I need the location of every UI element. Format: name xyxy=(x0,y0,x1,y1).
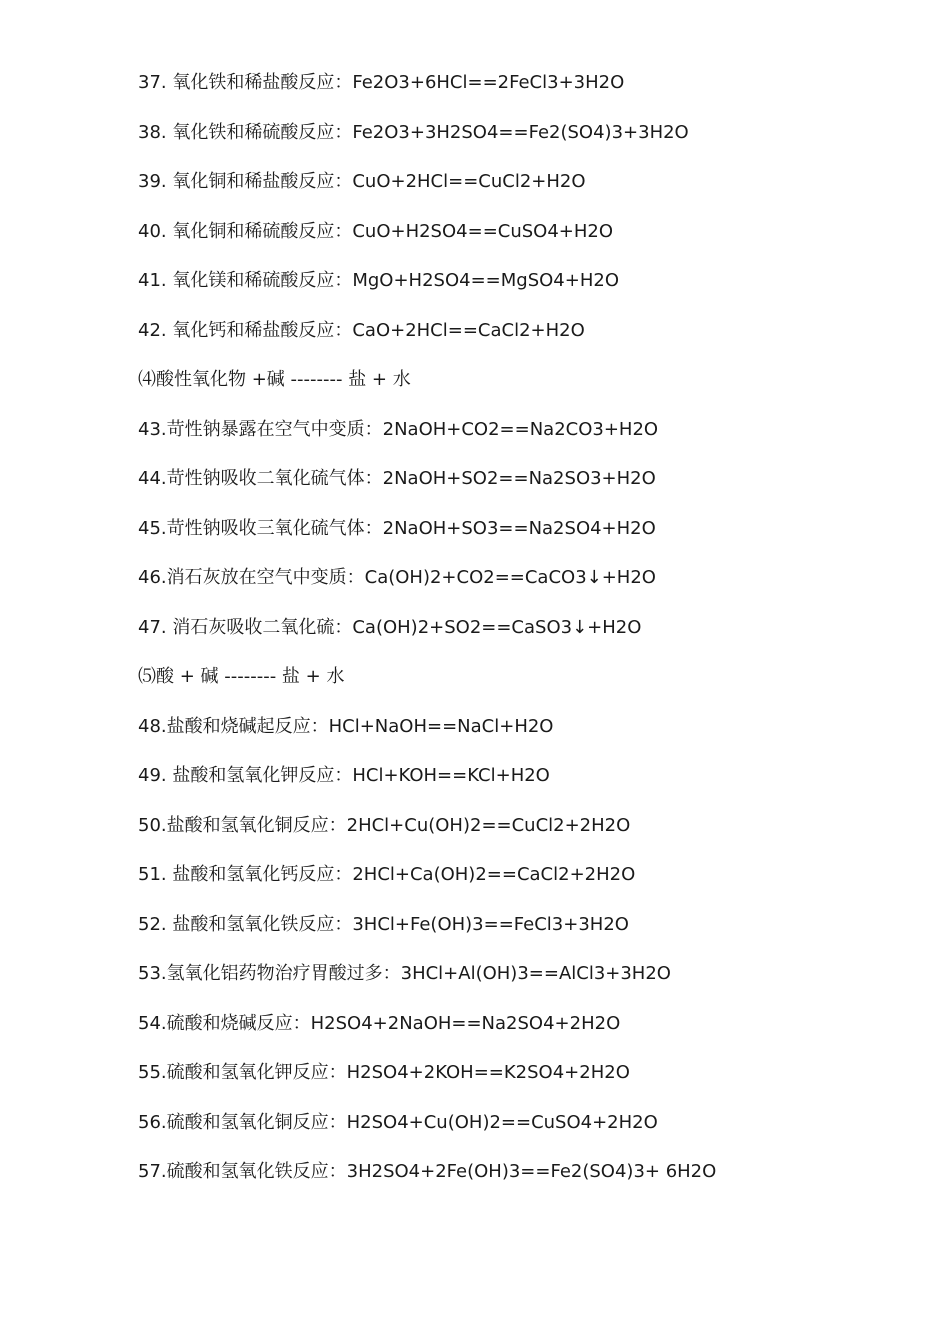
equation-line: 47. 消石灰吸收二氧化硫：Ca(OH)2+SO2==CaSO3↓+H2O xyxy=(138,616,642,638)
equation-line: 45.苛性钠吸收三氧化硫气体：2NaOH+SO3==Na2SO4+H2O xyxy=(138,517,656,539)
section-heading: ⑸酸 + 碱 -------- 盐 + 水 xyxy=(138,666,345,687)
equation-line: 48.盐酸和烧碱起反应：HCl+NaOH==NaCl+H2O xyxy=(138,715,554,737)
equation-line: 37. 氧化铁和稀盐酸反应：Fe2O3+6HCl==2FeCl3+3H2O xyxy=(138,72,625,93)
equation-line: 43.苛性钠暴露在空气中变质：2NaOH+CO2==Na2CO3+H2O xyxy=(138,418,659,440)
equation-line: 57.硫酸和氢氧化铁反应：3H2SO4+2Fe(OH)3==Fe2(SO4)3+ 6H2O xyxy=(138,1161,717,1182)
equation-line: 52. 盐酸和氢氧化铁反应：3HCl+Fe(OH)3==FeCl3+3H2O xyxy=(138,913,629,935)
equation-line: 38. 氧化铁和稀硫酸反应：Fe2O3+3H2SO4==Fe2(SO4)3+3H2O xyxy=(138,121,689,143)
equation-line: 51. 盐酸和氢氧化钙反应：2HCl+Ca(OH)2==CaCl2+2H2O xyxy=(138,864,636,885)
equation-line: 53.氢氧化铝药物治疗胃酸过多：3HCl+Al(OH)3==AlCl3+3H2O xyxy=(138,963,671,984)
equation-line: 41. 氧化镁和稀硫酸反应：MgO+H2SO4==MgSO4+H2O xyxy=(138,270,619,291)
equation-line: 42. 氧化钙和稀盐酸反应：CaO+2HCl==CaCl2+H2O xyxy=(138,319,585,341)
equation-line: 54.硫酸和烧碱反应：H2SO4+2NaOH==Na2SO4+2H2O xyxy=(138,1012,621,1034)
equation-line: 50.盐酸和氢氧化铜反应：2HCl+Cu(OH)2==CuCl2+2H2O xyxy=(138,814,631,836)
equation-line: 56.硫酸和氢氧化铜反应：H2SO4+Cu(OH)2==CuSO4+2H2O xyxy=(138,1111,658,1133)
equation-line: 55.硫酸和氢氧化钾反应：H2SO4+2KOH==K2SO4+2H2O xyxy=(138,1062,630,1083)
equation-line: 49. 盐酸和氢氧化钾反应：HCl+KOH==KCl+H2O xyxy=(138,765,550,786)
equation-line: 39. 氧化铜和稀盐酸反应：CuO+2HCl==CuCl2+H2O xyxy=(138,171,586,192)
equation-line: 40. 氧化铜和稀硫酸反应：CuO+H2SO4==CuSO4+H2O xyxy=(138,220,614,242)
equation-line: 44.苛性钠吸收二氧化硫气体：2NaOH+SO2==Na2SO3+H2O xyxy=(138,468,656,489)
section-heading: ⑷酸性氧化物 +碱 -------- 盐 + 水 xyxy=(138,369,411,390)
equation-list xyxy=(138,64,918,1203)
equation-line: 46.消石灰放在空气中变质：Ca(OH)2+CO2==CaCO3↓+H2O xyxy=(138,567,656,588)
